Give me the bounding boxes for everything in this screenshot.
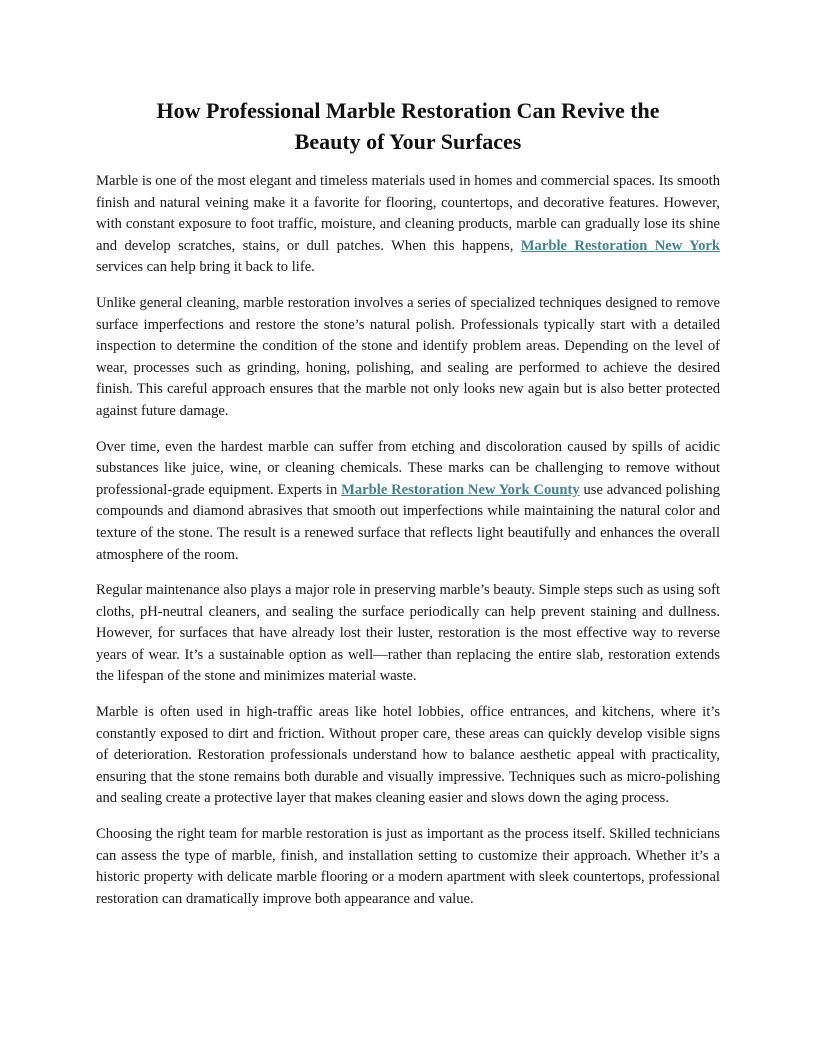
marble-restoration-new-york-county-link[interactable]: Marble Restoration New York County (341, 481, 580, 498)
paragraph-etching-text-after: use advanced polishing compounds and diamond abrasives that smooth out imperfections while maintaining the natural color and texture of the stone. The result is a renewed surface that reflects light beautifully and enhances the overall atmosphere of the room. (96, 481, 721, 563)
paragraph-maintenance: Regular maintenance also plays a major role in preserving marble’s beauty. Simple steps such as using soft cloths, pH-neutral cleaners, and sealing the surface periodically can help prevent staining and dullness. However, for surfaces that have already lost their luster, restoration is the most effective way to reverse years of wear. It’s a sustainable option as well—rather than replacing the entire slab, restoration extends the lifespan of the stone and minimizes material waste. (96, 582, 720, 685)
document-page (96, 95, 720, 924)
paragraph-intro (96, 171, 720, 279)
page-title (96, 95, 720, 157)
marble-restoration-new-york-link[interactable]: Marble Restoration New York (520, 237, 720, 254)
page-title-line-1: How Professional Marble Restoration Can Revive the (156, 98, 660, 123)
paragraph-intro-text-before: Marble is one of the most elegant and timeless materials used in homes and commercial spaces. Its smooth finish and natural veining make it a favorite for flooring, countertops, and decorative features. However, with constant exposure to foot traffic, moisture, and cleaning products, marble can gradually lose its shine and develop scratches, stains, or dull patches. When this happens, (96, 173, 720, 254)
paragraph-choosing-team: Choosing the right team for marble restoration is just as important as the process itself. Skilled technicians can assess the type of marble, finish, and installation setting to customize their approach. Whether it’s a historic property with delicate marble flooring or a modern apartment with sleek countertops, professional restoration can dramatically improve both appearance and value. (96, 826, 720, 907)
paragraph-high-traffic: Marble is often used in high-traffic areas like hotel lobbies, office entrances, and kitchens, where it’s constantly exposed to dirt and friction. Without proper care, these areas can quickly develop visible signs of deterioration. Restoration professionals understand how to balance aesthetic appeal with practicality, ensuring that the stone remains both durable and visually impressive. Techniques such as micro-polishing and sealing create a protective layer that makes cleaning easier and slows down the aging process. (96, 704, 720, 807)
paragraph-etching (96, 437, 720, 567)
paragraph-process: Unlike general cleaning, marble restoration involves a series of specialized techniques designed to remove surface imperfections and restore the stone’s natural polish. Professionals typically start with a detailed inspection to determine the condition of the stone and identify problem areas. Depending on the level of wear, processes such as grinding, honing, polishing, and sealing are performed to achieve the desired finish. This careful approach ensures that the marble not only looks new again but is also better protected against future damage. (96, 294, 720, 419)
page-title-line-2: Beauty of Your Surfaces (294, 129, 522, 154)
paragraph-intro-text-after: services can help bring it back to life. (96, 259, 315, 276)
paragraph-etching-text-before: Over time, even the hardest marble can suffer from etching and discoloration caused by spills of acidic substances like juice, wine, or cleaning chemicals. These marks can be challenging to remove without professional-grade equipment. Experts in (96, 438, 720, 498)
